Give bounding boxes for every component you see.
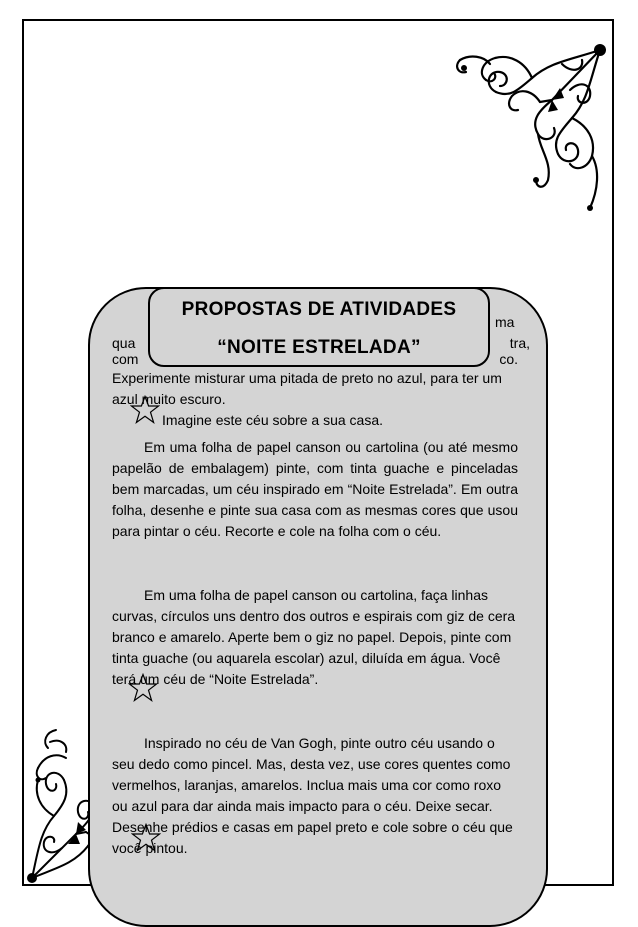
partial-line-2-right: tra, xyxy=(509,335,530,351)
partial-line-3-left: com xyxy=(112,351,139,367)
paragraph-2-text: Em uma folha de papel canson ou cartolina (ou até mesmo papelão de embalagem) pinte, com tinta guache e pinceladas bem marcadas, um céu inspirado em “Noite Estrelada”. Em outra folha, desenhe e pinte sua casa com as mesmas cores que usou para pintar o céu. Recorte e cole na folha com o céu. xyxy=(112,439,518,539)
paragraph-3 xyxy=(112,585,518,690)
paragraph-intro-end: Experimente misturar uma pitada de preto no azul, para ter um azul muito escuro. xyxy=(112,370,502,407)
title-box xyxy=(148,287,490,367)
paragraph-4-text: Inspirado no céu de Van Gogh, pinte outro céu usando o seu dedo como pincel. Mas, desta vez, use cores quentes como vermelhos, laranjas, amarelos. Inclua mais uma cor como roxo ou azul para dar ainda mais impacto para o céu. Deixe secar. Desenhe prédios e casas em papel preto e cole sobre o céu que você pintou. xyxy=(112,735,513,856)
star-outline-icon xyxy=(131,823,161,853)
flourish-ornament-top-right-icon xyxy=(440,40,612,215)
star-outline-icon xyxy=(128,673,158,703)
paragraph-2 xyxy=(112,437,518,542)
partial-line-2-left: qua xyxy=(112,335,136,351)
star-item-1: Imagine este céu sobre a sua casa. xyxy=(162,412,384,428)
partial-line-3-right: co. xyxy=(499,351,518,367)
paragraph-3-text: Em uma folha de papel canson ou cartolina, faça linhas curvas, círculos uns dentro dos outros e espirais com giz de cera branco e amarelo. Aperte bem o giz no papel. Depois, pinte com tinta guache (ou aquarela escolar) azul, diluída em água. Você terá um céu de “Noite Estrelada”. xyxy=(112,587,516,687)
title-line-2: “NOITE ESTRELADA” xyxy=(217,337,421,358)
paragraph-4 xyxy=(112,733,518,859)
title-line-1: PROPOSTAS DE ATIVIDADES xyxy=(181,299,457,320)
star-outline-icon xyxy=(130,395,160,425)
partial-line-1-right: ma xyxy=(495,314,515,330)
